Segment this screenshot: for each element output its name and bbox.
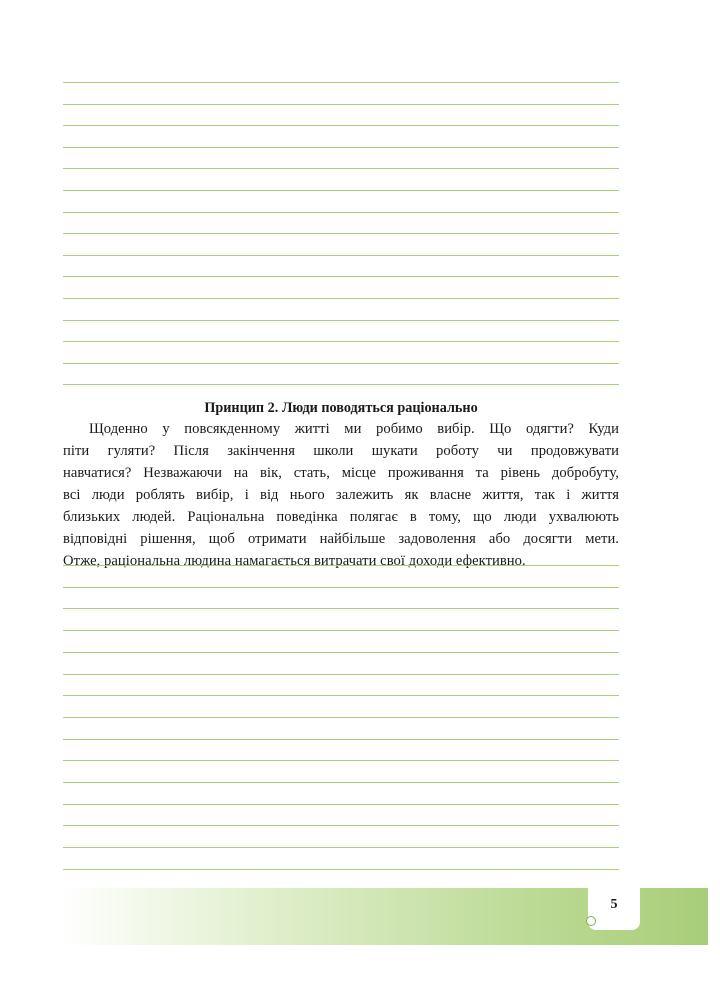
- writing-line: [63, 363, 619, 364]
- writing-line: [63, 255, 619, 256]
- paragraph-line: навчатися? Незважаючи на вік, стать, місце проживання та рівень добробуту,: [63, 465, 619, 481]
- writing-line: [63, 760, 619, 761]
- writing-line: [63, 674, 619, 675]
- writing-line: [63, 587, 619, 588]
- writing-line: [63, 298, 619, 299]
- principle-section: [63, 398, 619, 572]
- paragraph-line: піти гуляти? Після закінчення школи шукати роботу чи продовжувати: [63, 443, 619, 459]
- writing-line: [63, 276, 619, 277]
- writing-line: [63, 190, 619, 191]
- writing-line: [63, 212, 619, 213]
- writing-line: [63, 233, 619, 234]
- writing-lines-top: [63, 82, 619, 392]
- writing-line: [63, 717, 619, 718]
- writing-line: [63, 782, 619, 783]
- writing-line: [63, 869, 619, 870]
- writing-line: [63, 847, 619, 848]
- writing-line: [63, 82, 619, 83]
- writing-line: [63, 341, 619, 342]
- writing-line: [63, 630, 619, 631]
- writing-line: [63, 168, 619, 169]
- section-heading: Принцип 2. Люди поводяться раціонально: [204, 400, 478, 416]
- writing-line: [63, 147, 619, 148]
- paragraph-line: Щоденно у повсякденному житті ми робимо вибір. Що одягти? Куди: [89, 421, 619, 437]
- ornament-icon: [586, 916, 596, 926]
- writing-line: [63, 320, 619, 321]
- paragraph-line: Отже, раціональна людина намагається витрачати свої доходи ефективно.: [63, 553, 526, 569]
- writing-line: [63, 384, 619, 385]
- writing-line: [63, 739, 619, 740]
- paragraph-line: близьких людей. Раціональна поведінка полягає в тому, що люди ухвалюють: [63, 509, 619, 525]
- writing-lines-bottom: [63, 565, 619, 877]
- writing-line: [63, 695, 619, 696]
- paragraph-line: відповідні рішення, щоб отримати найбільше задоволення або досягти мети.: [63, 531, 619, 547]
- writing-line: [63, 125, 619, 126]
- writing-line: [63, 825, 619, 826]
- page-number: 5: [610, 897, 618, 912]
- writing-line: [63, 608, 619, 609]
- writing-line: [63, 104, 619, 105]
- writing-line: [63, 652, 619, 653]
- writing-line: [63, 804, 619, 805]
- writing-line: [63, 565, 619, 566]
- paragraph-line: всі люди роблять вибір, і від нього залежить як власне життя, так і життя: [63, 487, 619, 503]
